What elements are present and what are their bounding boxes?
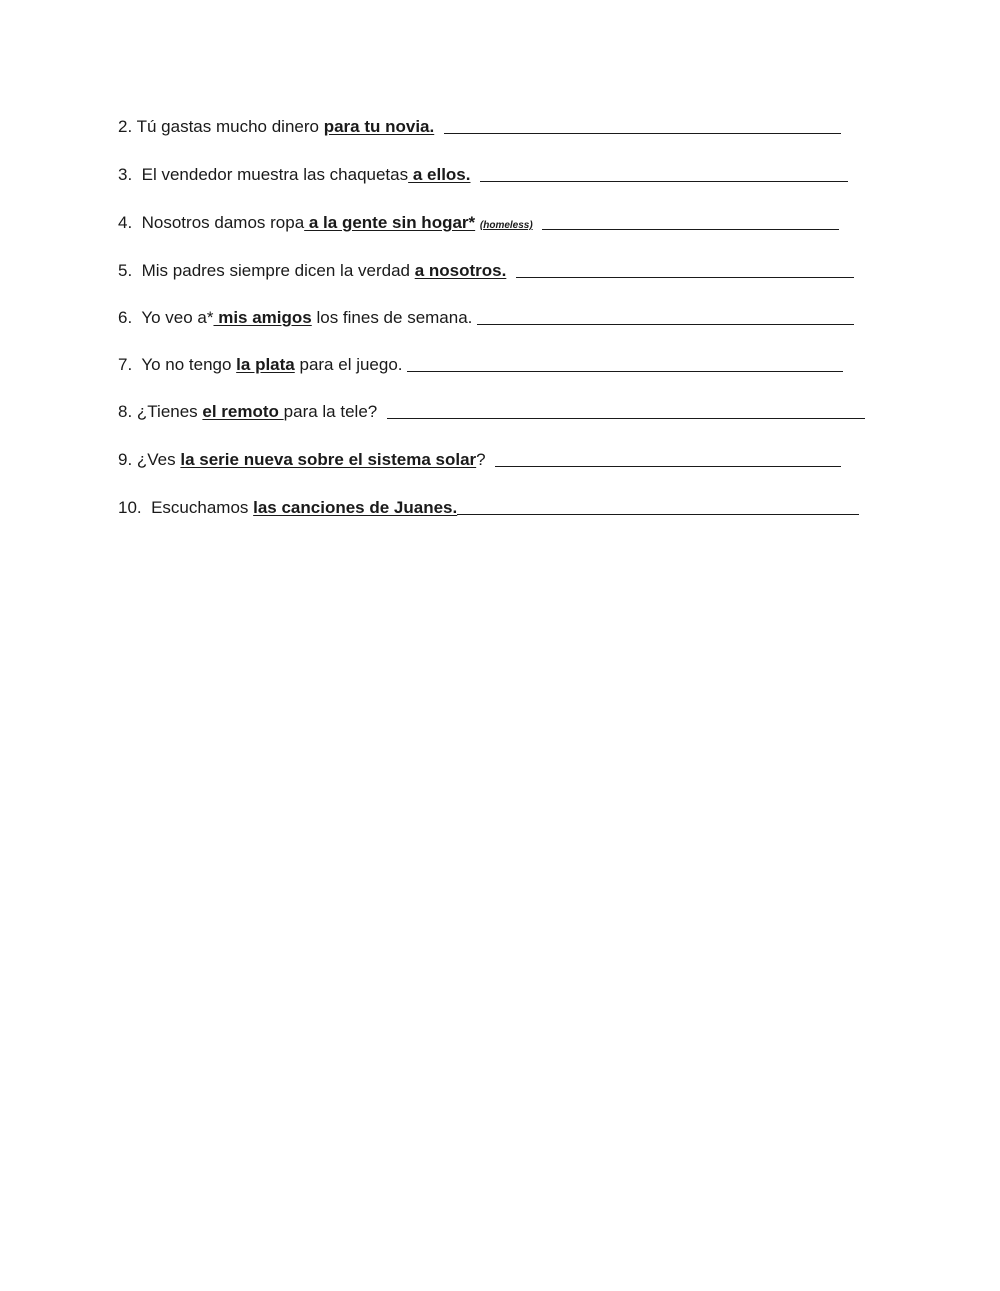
- answer-blank-line[interactable]: [407, 370, 843, 372]
- answer-blank-line[interactable]: [457, 513, 859, 515]
- answer-blank-line[interactable]: [516, 276, 854, 278]
- item-suffix: [533, 211, 542, 235]
- exercise-item-7: [118, 353, 843, 377]
- answer-blank-line[interactable]: [495, 465, 841, 467]
- item-target-phrase: la plata: [236, 355, 295, 374]
- item-target-phrase: a la gente sin hogar*: [304, 213, 476, 232]
- item-suffix: [434, 115, 443, 139]
- answer-blank-line[interactable]: [480, 180, 848, 182]
- item-suffix: [506, 259, 515, 283]
- item-prefix: 7. Yo no tengo: [118, 355, 237, 374]
- exercise-item-4: [118, 211, 839, 235]
- exercise-item-10: [118, 496, 859, 520]
- item-prefix: 8. ¿Tienes: [118, 402, 203, 421]
- item-suffix: ?: [476, 450, 496, 469]
- item-suffix: para la tele?: [283, 402, 387, 421]
- item-target-phrase: para tu novia.: [323, 117, 435, 136]
- item-prefix: 5. Mis padres siempre dicen la verdad: [118, 261, 415, 280]
- item-suffix: los fines de semana.: [311, 308, 478, 327]
- item-prefix: 9. ¿Ves: [118, 450, 181, 469]
- item-target-phrase: mis amigos: [213, 308, 312, 327]
- item-target-phrase: a ellos.: [408, 165, 471, 184]
- exercise-item-3: [118, 163, 848, 187]
- exercise-item-9: [118, 448, 841, 472]
- exercise-item-8: [118, 400, 865, 424]
- answer-blank-line[interactable]: [444, 132, 841, 134]
- item-prefix: 4. Nosotros damos ropa: [118, 213, 305, 232]
- item-target-phrase: la serie nueva sobre el sistema solar: [180, 450, 477, 469]
- item-gloss-note: (homeless): [479, 220, 533, 231]
- exercise-item-2: [118, 115, 841, 139]
- answer-blank-line[interactable]: [477, 323, 854, 325]
- answer-blank-line[interactable]: [542, 228, 839, 230]
- exercise-item-5: [118, 259, 854, 283]
- item-target-phrase: las canciones de Juanes.: [253, 498, 458, 517]
- item-prefix: 10. Escuchamos: [118, 498, 254, 517]
- item-target-phrase: el remoto: [202, 402, 284, 421]
- item-suffix: [471, 163, 480, 187]
- item-prefix: 2. Tú gastas mucho dinero: [118, 117, 324, 136]
- item-suffix: para el juego.: [294, 355, 408, 374]
- exercise-item-6: [118, 306, 854, 330]
- answer-blank-line[interactable]: [387, 417, 865, 419]
- item-prefix: 3. El vendedor muestra las chaquetas: [118, 165, 409, 184]
- item-target-phrase: a nosotros.: [414, 261, 507, 280]
- item-prefix: 6. Yo veo a*: [118, 308, 214, 327]
